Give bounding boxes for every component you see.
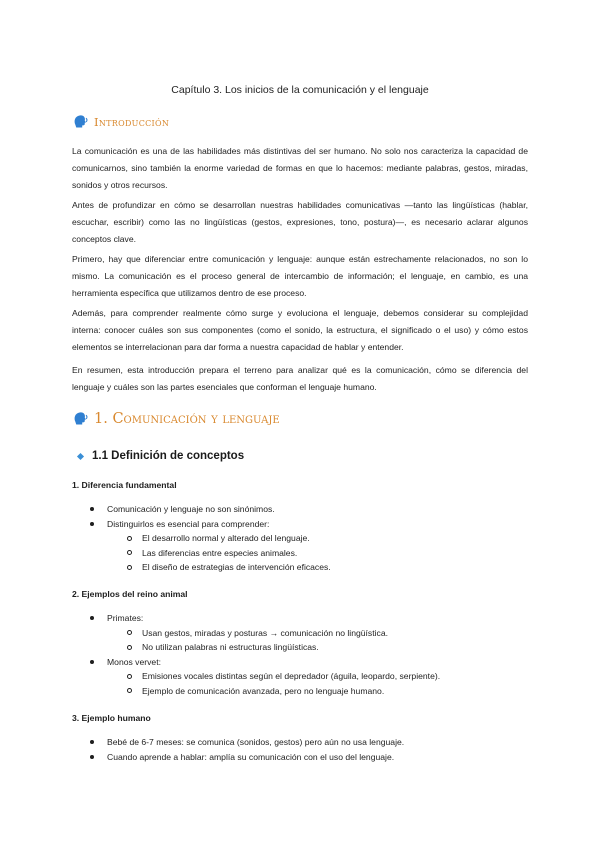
sub-bullet-list xyxy=(107,669,528,698)
intro-paragraph: Antes de profundizar en cómo se desarrollan nuestras habilidades comunicativas —tanto las lingüísticas (hablar, escuchar, escribir) como las no lingüísticas (gestos, expresiones, tono, postura)—, es necesario aclarar algunos conceptos clave. xyxy=(72,200,528,244)
intro-paragraph: Además, para comprender realmente cómo surge y evoluciona el lenguaje, debemos considerar su complejidad interna: conocer cuáles son sus componentes (como el sonido, la estructura, el significado o el uso) y cómo estos elementos se interrelacionan para dar forma a nuestra capacidad de hablar y entender. xyxy=(72,308,528,352)
list-item-text: Distinguirlos es esencial para comprender: xyxy=(107,518,270,529)
sub-bullet-list xyxy=(107,531,528,575)
sub-list-item: El desarrollo normal y alterado del lenguaje. xyxy=(107,531,528,546)
diamond-bullet-icon xyxy=(77,452,84,459)
speaking-head-icon xyxy=(72,113,89,130)
sub-list-item: Las diferencias entre especies animales. xyxy=(107,546,528,561)
subsection-heading-text: 1.1 Definición de conceptos xyxy=(92,450,245,462)
sub-list-item: Usan gestos, miradas y posturas → comunicación no lingüística. xyxy=(107,626,528,641)
list-item xyxy=(72,750,528,765)
list-item-text: Bebé de 6-7 meses: se comunica (sonidos, gestos) pero aún no usa lenguaje. xyxy=(107,737,405,747)
sub-list-item: Emisiones vocales distintas según el depredador (águila, leopardo, serpiente). xyxy=(107,669,528,684)
group-label: 2. Ejemplos del reino animal xyxy=(72,589,188,599)
sub-list-item: No utilizan palabras ni estructuras lingüísticas. xyxy=(107,640,528,655)
list-item-text: Cuando aprende a hablar: amplía su comunicación con el uso del lenguaje. xyxy=(107,751,395,762)
group-label: 3. Ejemplo humano xyxy=(72,713,151,723)
list-item-text: Monos vervet: xyxy=(107,656,161,667)
section1-heading xyxy=(72,410,280,427)
intro-paragraph: Primero, hay que diferenciar entre comunicación y lenguaje: aunque están estrechamente relacionados, no son lo mismo. La comunicación es el proceso general de intercambio de información; el lenguaje, en cambio, es una herramienta específica que utilizamos dentro de ese proceso. xyxy=(72,254,528,298)
bullet-list xyxy=(72,502,528,575)
bullet-list xyxy=(72,735,528,764)
subsection-heading xyxy=(78,450,244,462)
bullet-list xyxy=(72,611,528,698)
list-item xyxy=(72,735,528,750)
list-item xyxy=(72,502,528,517)
section1-heading-text: 1. Comunicación y lenguaje xyxy=(94,410,280,427)
document-title: Capítulo 3. Los inicios de la comunicación y el lenguaje xyxy=(171,84,429,96)
sub-list-item: Ejemplo de comunicación avanzada, pero no lenguaje humano. xyxy=(107,684,528,699)
intro-paragraph: La comunicación es una de las habilidades más distintivas del ser humano. No solo nos caracteriza la capacidad de comunicarnos, sino también la enorme variedad de formas en que lo hacemos: mediante palabras, gestos, miradas, sonidos y otros recursos. xyxy=(72,146,528,190)
intro-paragraph: En resumen, esta introducción prepara el terreno para analizar qué es la comunicación, cómo se diferencia del lenguaje y cuáles son las partes esenciales que conforman el lenguaje humano. xyxy=(72,365,528,392)
speaking-head-icon xyxy=(72,410,89,427)
list-item xyxy=(72,517,528,575)
sub-list-item: El diseño de estrategias de intervención eficaces. xyxy=(107,560,528,575)
intro-heading-text: Introducción xyxy=(94,114,170,129)
sub-bullet-list xyxy=(107,626,528,655)
list-item xyxy=(72,611,528,655)
list-item xyxy=(72,655,528,699)
intro-heading xyxy=(72,113,169,130)
group-label: 1. Diferencia fundamental xyxy=(72,480,177,490)
list-item-text: Comunicación y lenguaje no son sinónimos. xyxy=(107,504,275,514)
list-item-text: Primates: xyxy=(107,613,144,623)
